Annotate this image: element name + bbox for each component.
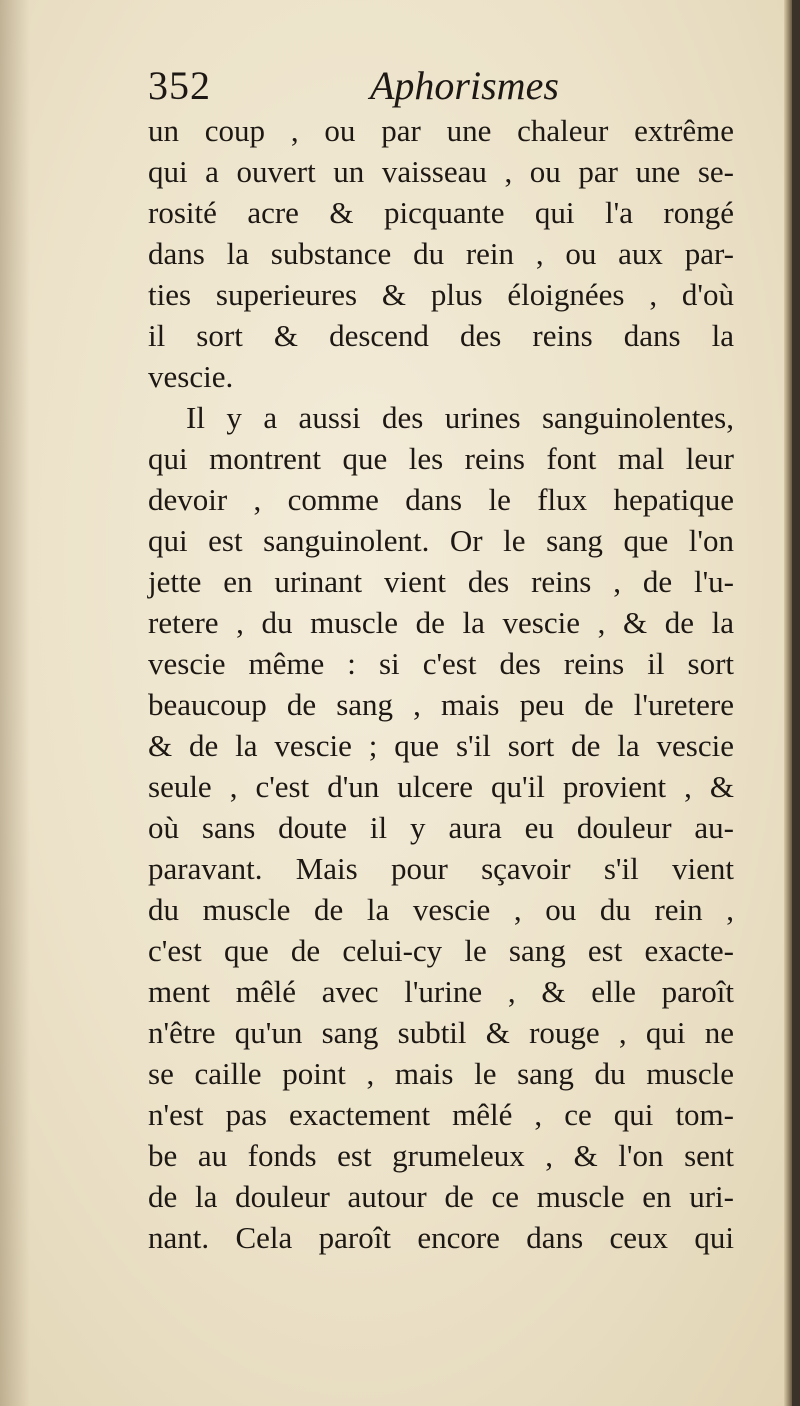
text-line: retere , du muscle de la vescie , & de la <box>148 605 734 640</box>
text-line: jette en urinant vient des reins , de l'u- <box>148 564 734 599</box>
text-line: il sort & descend des reins dans la <box>148 318 734 353</box>
text-line: vescie même : si c'est des reins il sort <box>148 646 734 681</box>
text-line: paravant. Mais pour sçavoir s'il vient <box>148 851 734 886</box>
page-header <box>148 62 738 112</box>
text-line: beaucoup de sang , mais peu de l'uretere <box>148 687 734 722</box>
text-line: be au fonds est grumeleux , & l'on sent <box>148 1138 734 1173</box>
text-line: n'être qu'un sang subtil & rouge , qui ne <box>148 1015 734 1050</box>
text-line: & de la vescie ; que s'il sort de la vescie <box>148 728 734 763</box>
text-line: vescie. <box>148 359 234 394</box>
text-line: seule , c'est d'un ulcere qu'il provient , & <box>148 769 734 804</box>
page-edge <box>784 0 792 1406</box>
text-line: qui montrent que les reins font mal leur <box>148 441 734 476</box>
body-text <box>148 110 734 1258</box>
gutter-shadow <box>0 0 30 1406</box>
text-line: où sans doute il y aura eu douleur au- <box>148 810 734 845</box>
text-line: nant. Cela paroît encore dans ceux qui <box>148 1220 734 1255</box>
running-title: Aphorismes <box>370 63 559 108</box>
text-line: ties superieures & plus éloignées , d'où <box>148 277 734 312</box>
text-line: devoir , comme dans le flux hepatique <box>148 482 734 517</box>
text-line: n'est pas exactement mêlé , ce qui tom- <box>148 1097 734 1132</box>
text-line: de la douleur autour de ce muscle en uri- <box>148 1179 734 1214</box>
text-line: c'est que de celui-cy le sang est exacte- <box>148 933 734 968</box>
text-line: ment mêlé avec l'urine , & elle paroît <box>148 974 734 1009</box>
text-line: qui a ouvert un vaisseau , ou par une se- <box>148 154 734 189</box>
text-line: rosité acre & picquante qui l'a rongé <box>148 195 734 230</box>
text-line: se caille point , mais le sang du muscle <box>148 1056 734 1091</box>
text-line: un coup , ou par une chaleur extrême <box>148 113 734 148</box>
text-line: Il y a aussi des urines sanguinolentes, <box>186 400 734 435</box>
text-line: qui est sanguinolent. Or le sang que l'on <box>148 523 734 558</box>
text-line: dans la substance du rein , ou aux par- <box>148 236 734 271</box>
text-line: du muscle de la vescie , ou du rein , <box>148 892 734 927</box>
page-number: 352 <box>148 63 211 108</box>
